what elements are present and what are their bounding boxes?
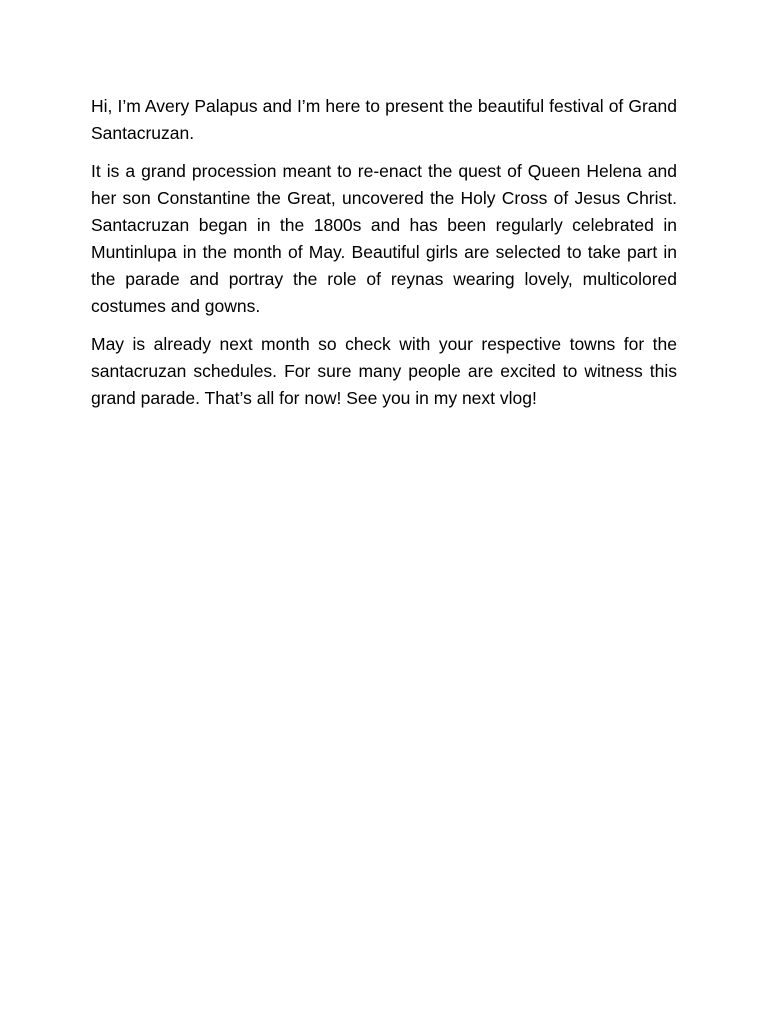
- paragraph-closing: May is already next month so check with your respective towns for the santacruzan schedules. For sure many people are excited to witness this grand parade. That’s all for now! See you in my next vlog!: [91, 334, 677, 408]
- document-body: [91, 93, 677, 423]
- paragraph-intro: Hi, I’m Avery Palapus and I’m here to present the beautiful festival of Grand Santacruzan.: [91, 96, 677, 143]
- paragraph-description: It is a grand procession meant to re-enact the quest of Queen Helena and her son Constantine the Great, uncovered the Holy Cross of Jesus Christ. Santacruzan began in the 1800s and has been regularly celebrated in Muntinlupa in the month of May. Beautiful girls are selected to take part in the parade and portray the role of reynas wearing lovely, multicolored costumes and gowns.: [91, 161, 677, 316]
